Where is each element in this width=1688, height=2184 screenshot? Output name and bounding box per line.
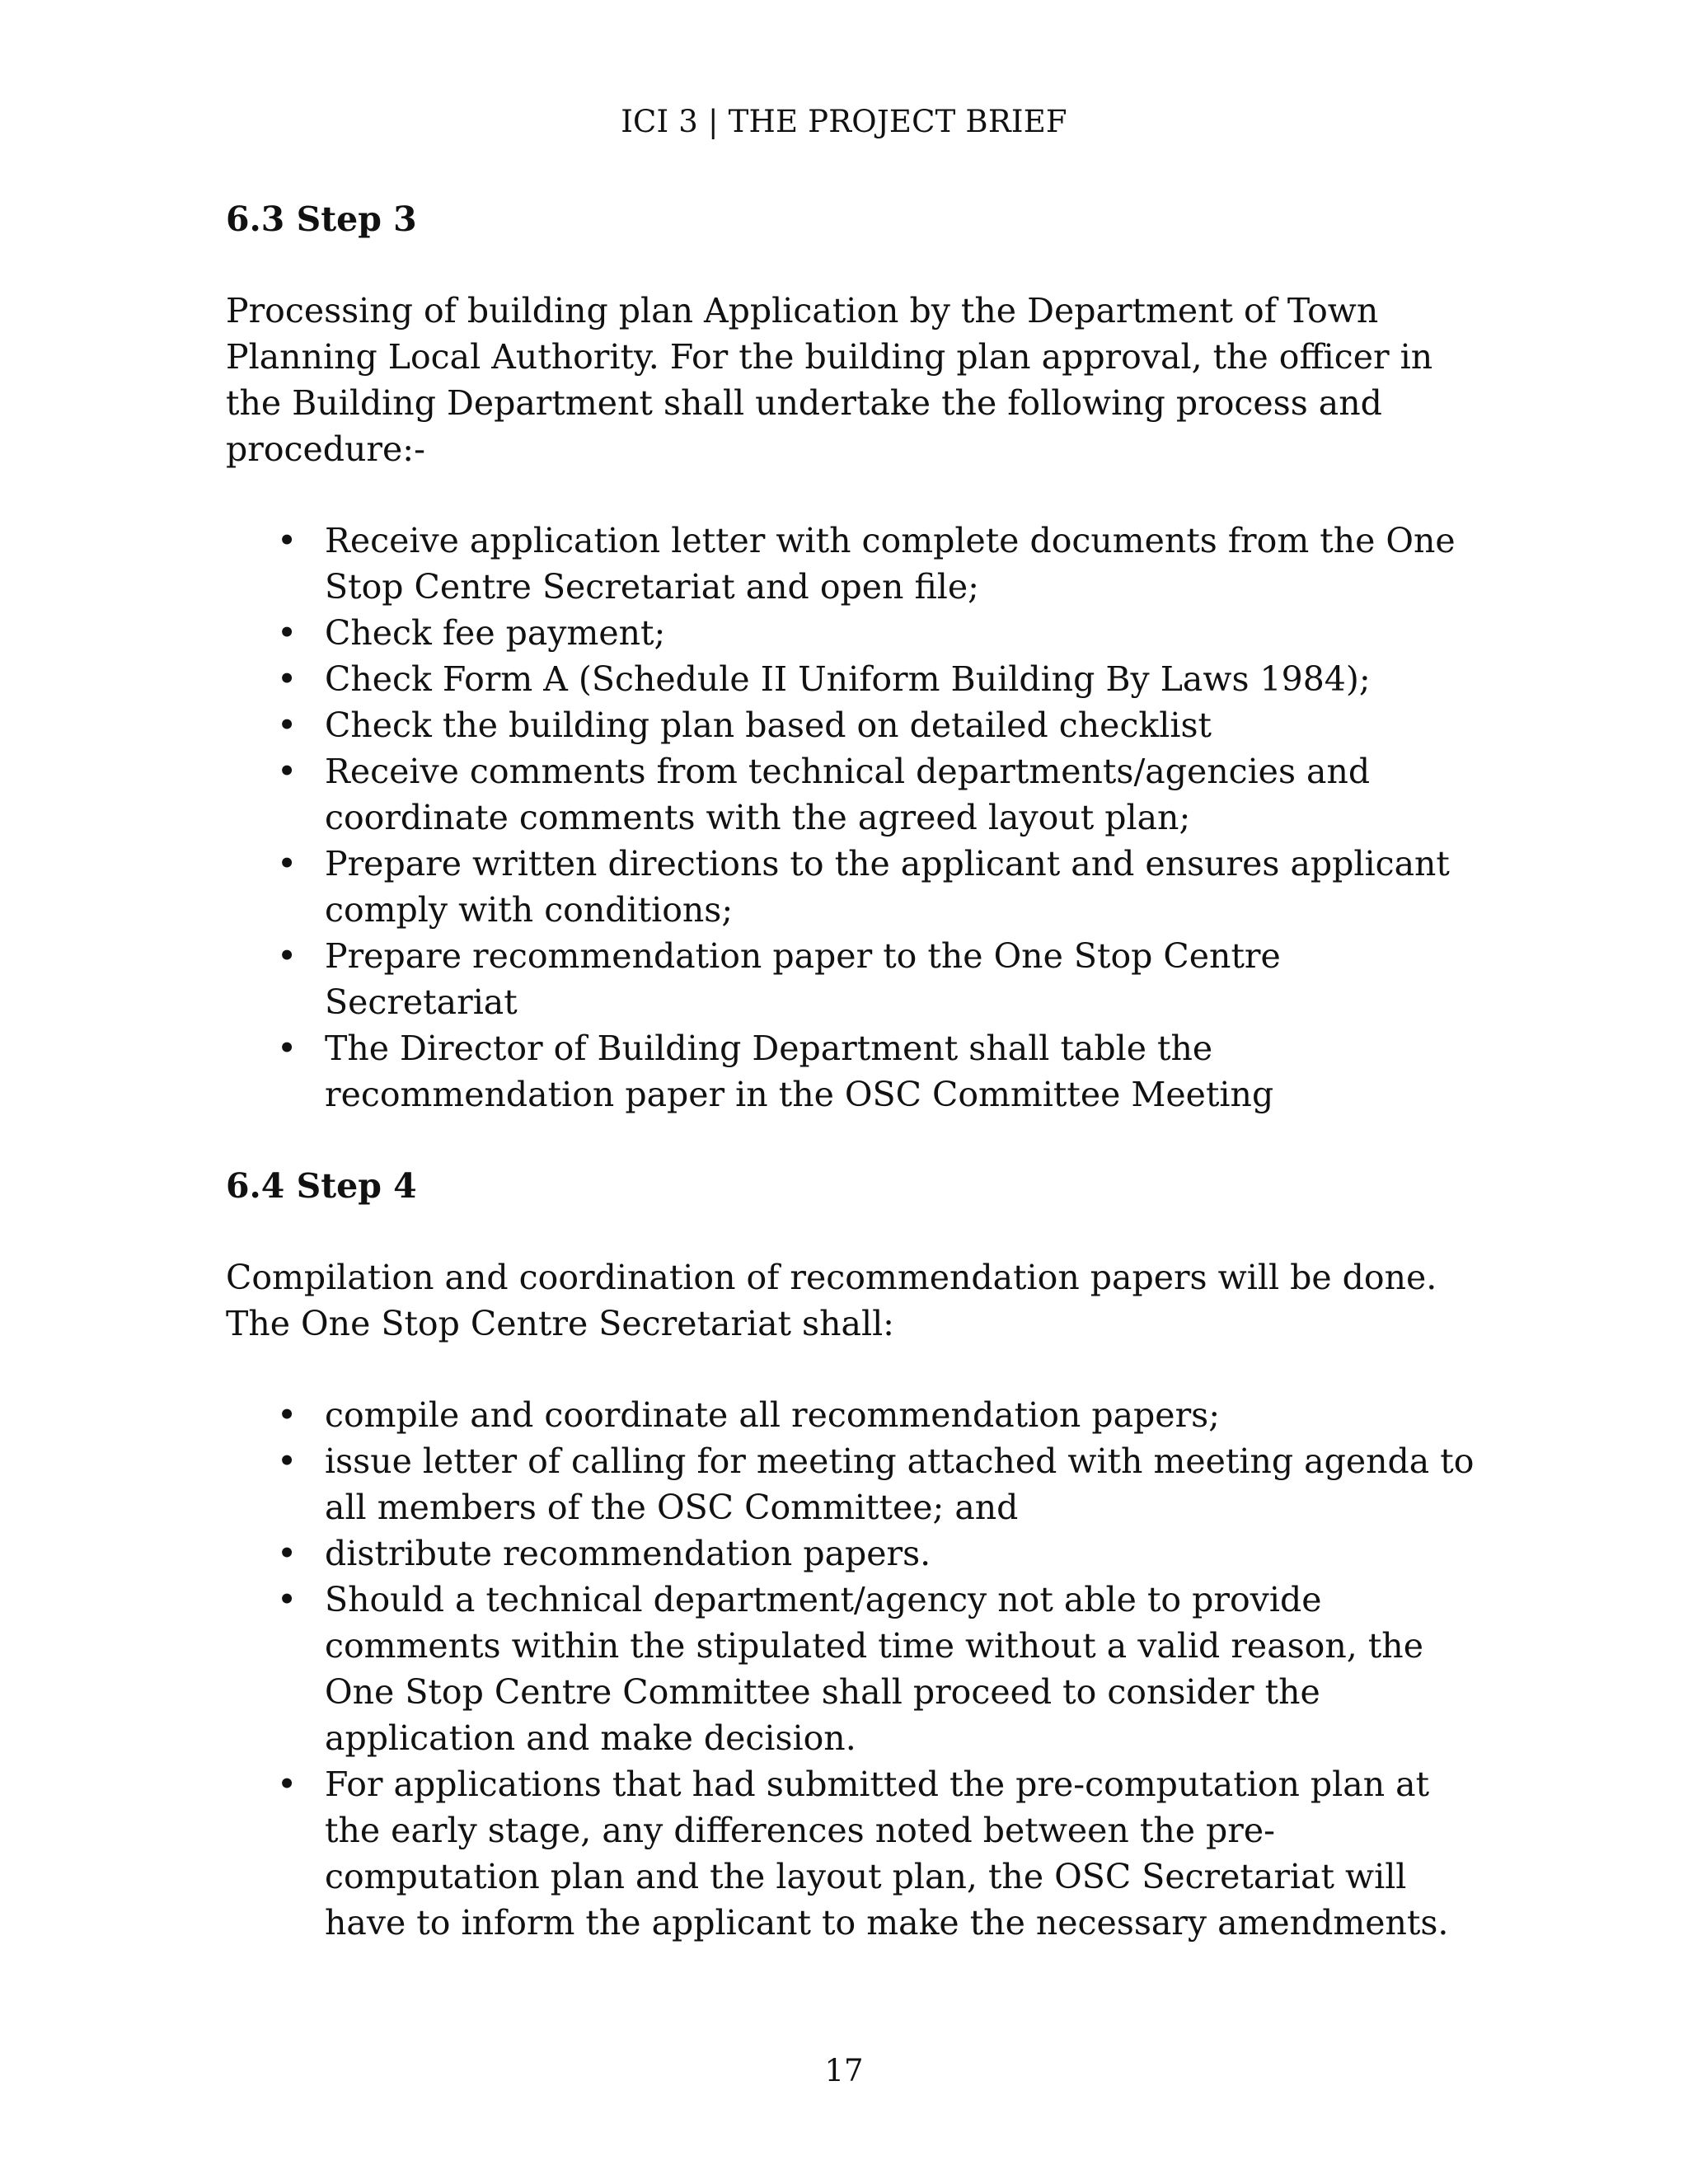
list-item — [226, 1530, 1479, 1577]
bullet-icon: • — [277, 659, 298, 699]
page-number: 17 — [824, 2053, 864, 2088]
spacer — [226, 242, 1479, 288]
spacer — [226, 1209, 1479, 1254]
list-item-text: Should a technical department/agency not able to provide comments within the stipulated time without a valid reason, the One Stop Centre Committee shall proceed to consider the application and make decision. — [325, 1580, 1423, 1758]
list-item-text: issue letter of calling for meeting attached with meeting agenda to all members of the OSC Committee; and — [325, 1441, 1475, 1527]
list-item — [226, 610, 1479, 656]
list-item-text: The Director of Building Department shall table the recommendation paper in the OSC Committee Meeting — [325, 1029, 1274, 1114]
list-item — [226, 748, 1479, 841]
bullet-icon: • — [277, 521, 298, 560]
bullet-icon: • — [277, 1580, 298, 1619]
bullet-icon: • — [277, 705, 298, 745]
list-item-text: Check the building plan based on detailed checklist — [325, 705, 1212, 745]
list-item-text: Prepare recommendation paper to the One Stop Centre Secretariat — [325, 936, 1281, 1022]
step-3-intro-paragraph: Processing of building plan Application by the Department of Town Planning Local Authority. For the building plan approval, the officer in the Building Department shall undertake the following process and procedure:- — [226, 291, 1433, 469]
bullet-icon: • — [277, 1441, 298, 1481]
bullet-icon: • — [277, 1765, 298, 1804]
section-heading-step-4: 6.4 Step 4 — [226, 1166, 417, 1206]
document-body — [226, 196, 1479, 1946]
list-item-text: compile and coordinate all recommendation papers; — [325, 1395, 1221, 1435]
bullet-icon: • — [277, 936, 298, 976]
spacer — [226, 1347, 1479, 1392]
list-item — [226, 1577, 1479, 1761]
list-item — [226, 1761, 1479, 1946]
spacer — [226, 472, 1479, 518]
list-item — [226, 841, 1479, 933]
section-heading-step-3: 6.3 Step 3 — [226, 199, 417, 239]
spacer — [226, 1118, 1479, 1163]
bullet-icon: • — [277, 1534, 298, 1573]
bullet-icon: • — [277, 613, 298, 653]
step-3-bullet-list — [226, 518, 1479, 1118]
list-item — [226, 702, 1479, 748]
list-item-text: Check fee payment; — [325, 613, 666, 653]
list-item — [226, 933, 1479, 1025]
bullet-icon: • — [277, 752, 298, 791]
list-item-text: Receive comments from technical departments/agencies and coordinate comments with the agreed layout plan; — [325, 752, 1371, 837]
bullet-icon: • — [277, 844, 298, 883]
bullet-icon: • — [277, 1029, 298, 1068]
list-item — [226, 1438, 1479, 1530]
list-item — [226, 1025, 1479, 1118]
list-item-text: Receive application letter with complete documents from the One Stop Centre Secretariat and open file; — [325, 521, 1456, 607]
list-item — [226, 518, 1479, 610]
list-item-text: Check Form A (Schedule II Uniform Building By Laws 1984); — [325, 659, 1371, 699]
list-item-text: For applications that had submitted the pre-computation plan at the early stage, any differences noted between the pre-computation plan and the layout plan, the OSC Secretariat will have to inform the applicant to make the necessary amendments. — [325, 1765, 1449, 1943]
step-4-bullet-list — [226, 1392, 1479, 1946]
list-item-text: Prepare written directions to the applicant and ensures applicant comply with conditions; — [325, 844, 1450, 930]
running-header: ICI 3 | THE PROJECT BRIEF — [621, 104, 1067, 139]
list-item — [226, 1392, 1479, 1438]
bullet-icon: • — [277, 1395, 298, 1435]
list-item — [226, 656, 1479, 702]
list-item-text: distribute recommendation papers. — [325, 1534, 931, 1573]
step-4-intro-paragraph: Compilation and coordination of recommendation papers will be done. The One Stop Centre Secretariat shall: — [226, 1258, 1437, 1343]
